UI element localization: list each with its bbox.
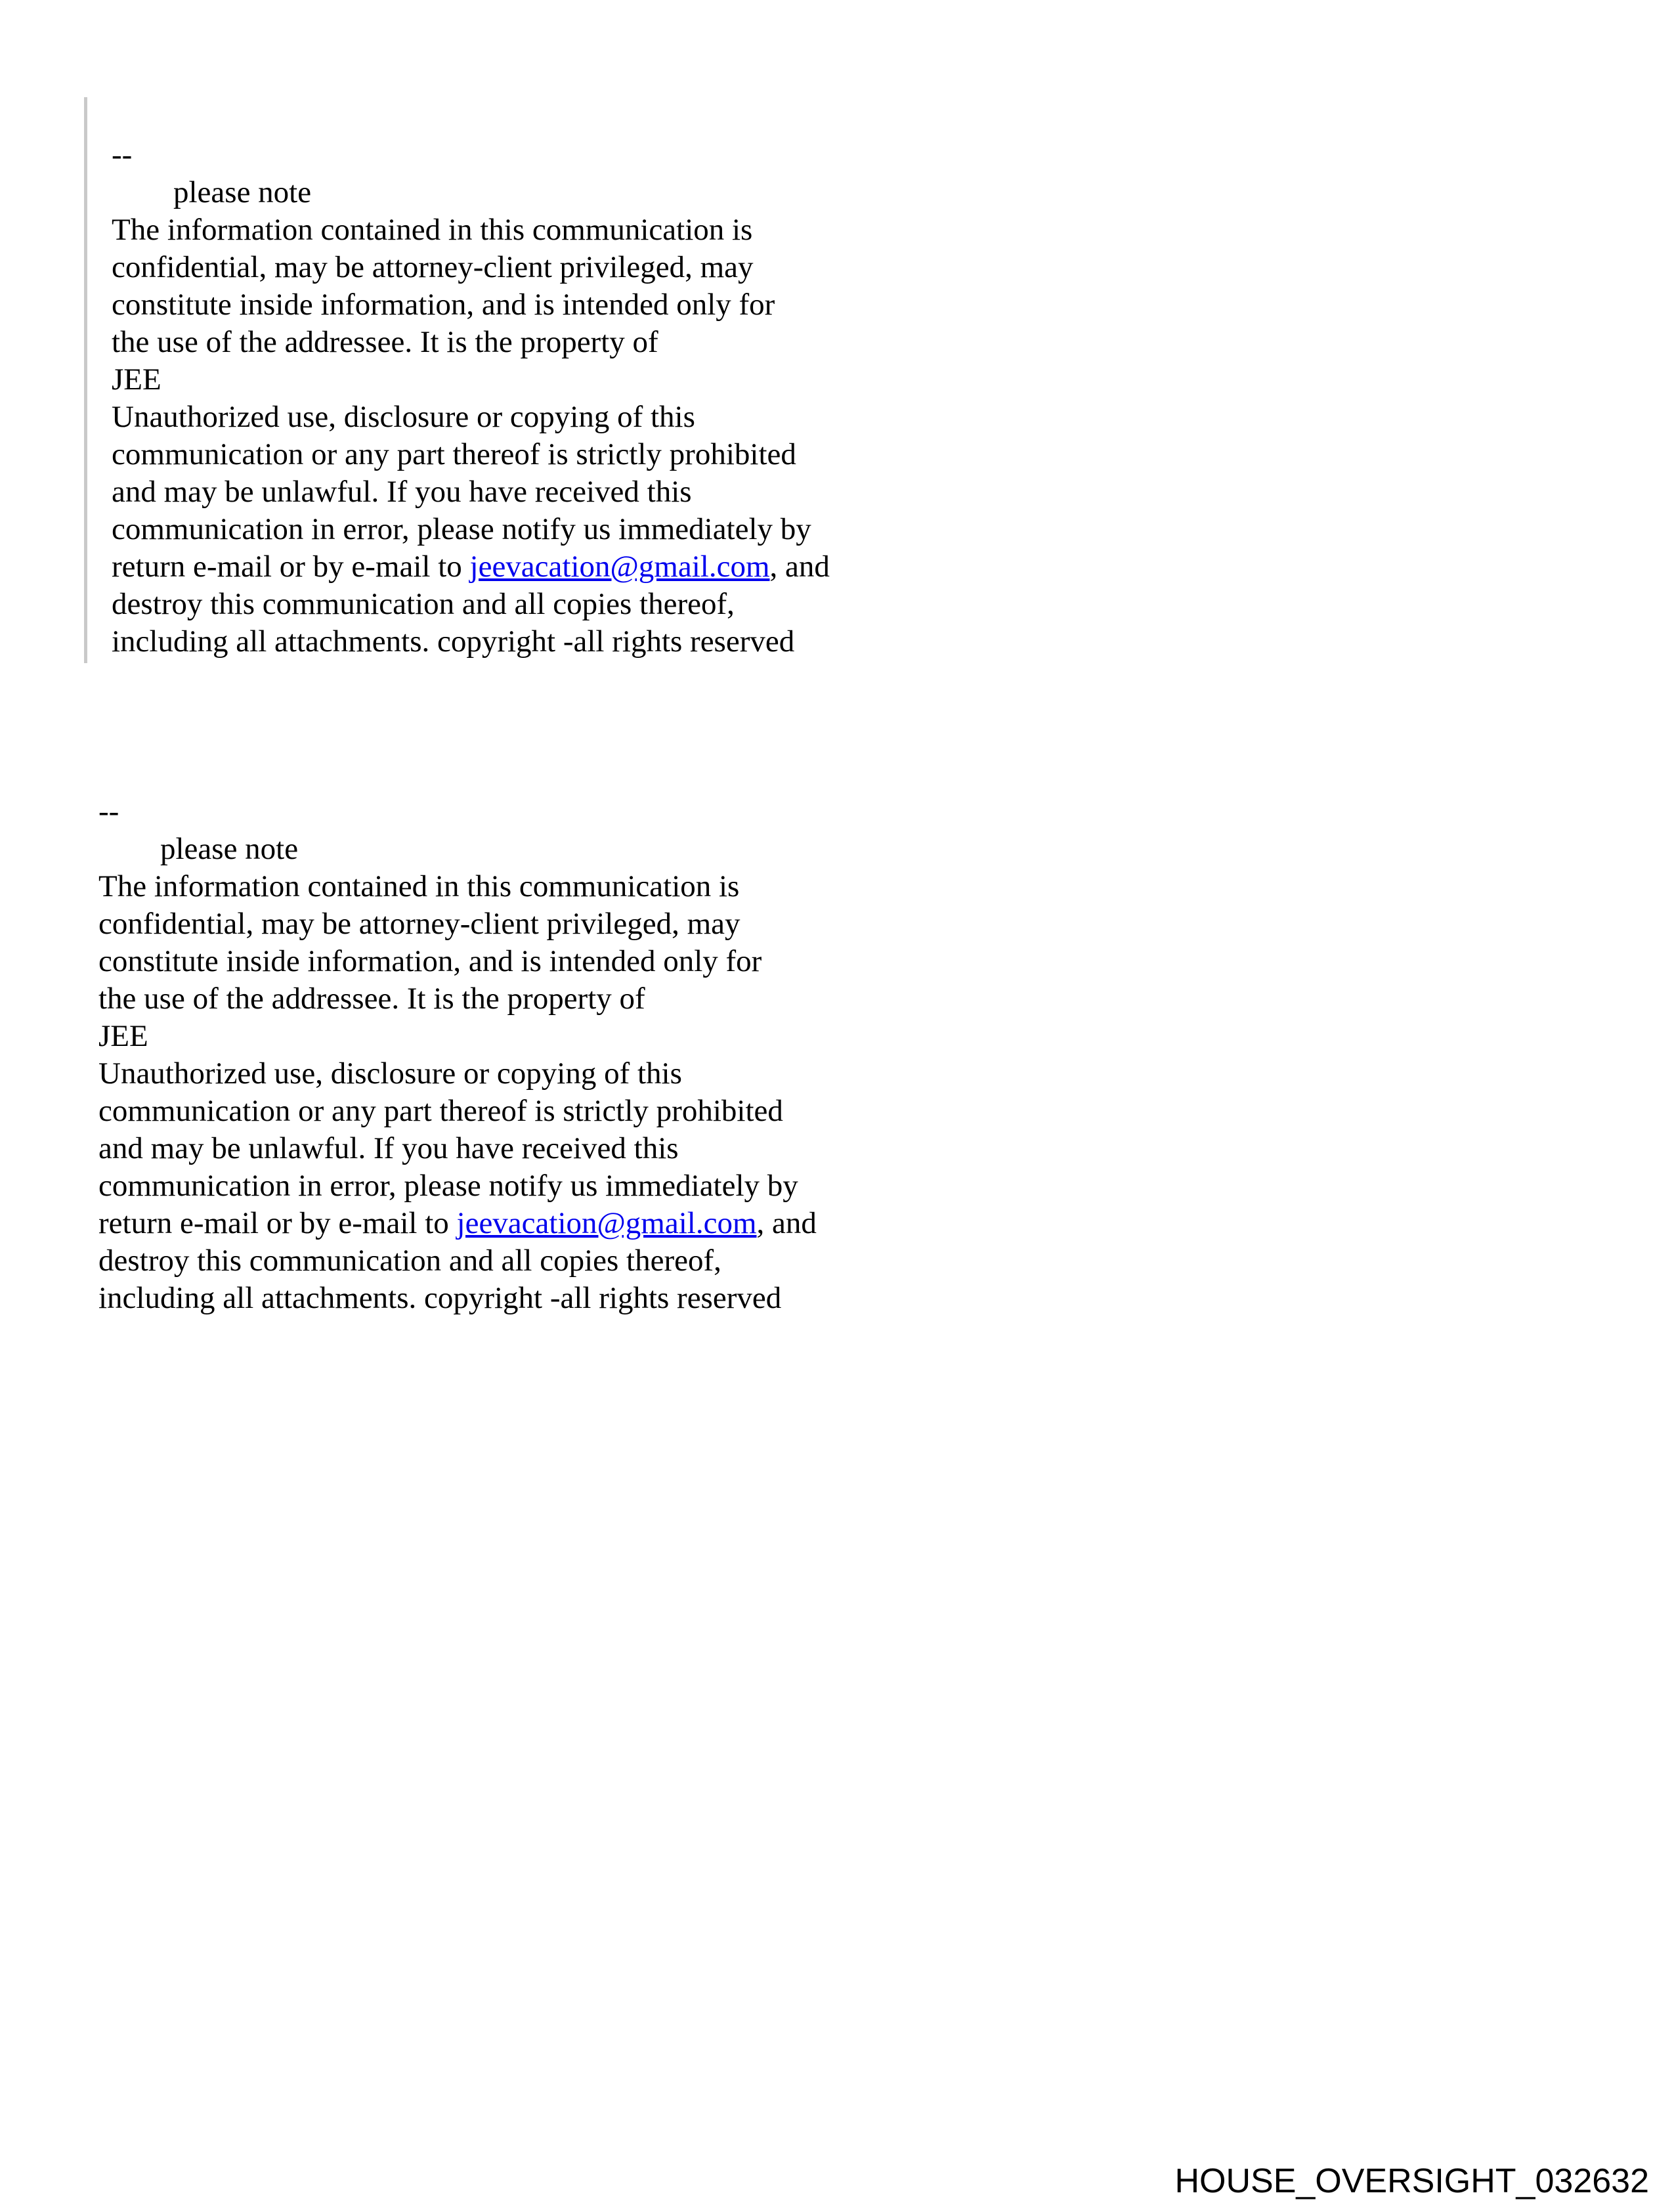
disclaimer-line: the use of the addressee. It is the property of [98,982,645,1016]
disclaimer-line: communication in error, please notify us immediately by [112,512,811,546]
disclaimer-line: please note [98,832,299,866]
disclaimer-line: communication or any part thereof is strictly prohibited [112,437,796,471]
disclaimer-line: and may be unlawful. If you have received this [98,1131,679,1165]
text-segment: return e-mail or by e-mail to [112,550,470,584]
disclaimer-line: confidential, may be attorney-client privileged, may [112,250,754,284]
email-link[interactable]: jeevacation@gmail.com [469,550,770,584]
bates-number: HOUSE_OVERSIGHT_032632 [1174,2162,1649,2200]
disclaimer-block-plain [98,793,817,1317]
disclaimer-block-quoted [112,137,830,661]
disclaimer-line [112,548,830,586]
disclaimer-line: confidential, may be attorney-client privileged, may [98,907,740,941]
text-segment: return e-mail or by e-mail to [98,1206,457,1240]
disclaimer-line: please note [112,175,312,209]
disclaimer-line: Unauthorized use, disclosure or copying of this [112,400,695,434]
quote-indent-bar [84,97,87,663]
disclaimer-line: destroy this communication and all copies thereof, [112,587,735,621]
disclaimer-line: The information contained in this communication is [98,869,740,903]
disclaimer-line: -- [98,794,119,829]
disclaimer-line [98,1205,817,1242]
text-segment: , and [756,1206,817,1240]
disclaimer-line: including all attachments. copyright -all rights reserved [112,624,795,659]
disclaimer-line: Unauthorized use, disclosure or copying of this [98,1056,682,1091]
disclaimer-line: including all attachments. copyright -all rights reserved [98,1281,782,1315]
disclaimer-line: the use of the addressee. It is the property of [112,325,658,359]
disclaimer-line: communication in error, please notify us immediately by [98,1169,798,1203]
disclaimer-line: JEE [98,1019,148,1053]
disclaimer-line: constitute inside information, and is intended only for [98,944,762,978]
disclaimer-line: constitute inside information, and is intended only for [112,288,775,322]
text-segment: , and [769,550,830,584]
disclaimer-line: JEE [112,362,161,397]
disclaimer-line: -- [112,138,133,172]
email-link[interactable]: jeevacation@gmail.com [456,1206,757,1240]
disclaimer-line: communication or any part thereof is strictly prohibited [98,1094,783,1128]
disclaimer-line: The information contained in this communication is [112,213,753,247]
disclaimer-line: destroy this communication and all copies thereof, [98,1244,721,1278]
disclaimer-line: and may be unlawful. If you have received this [112,475,692,509]
